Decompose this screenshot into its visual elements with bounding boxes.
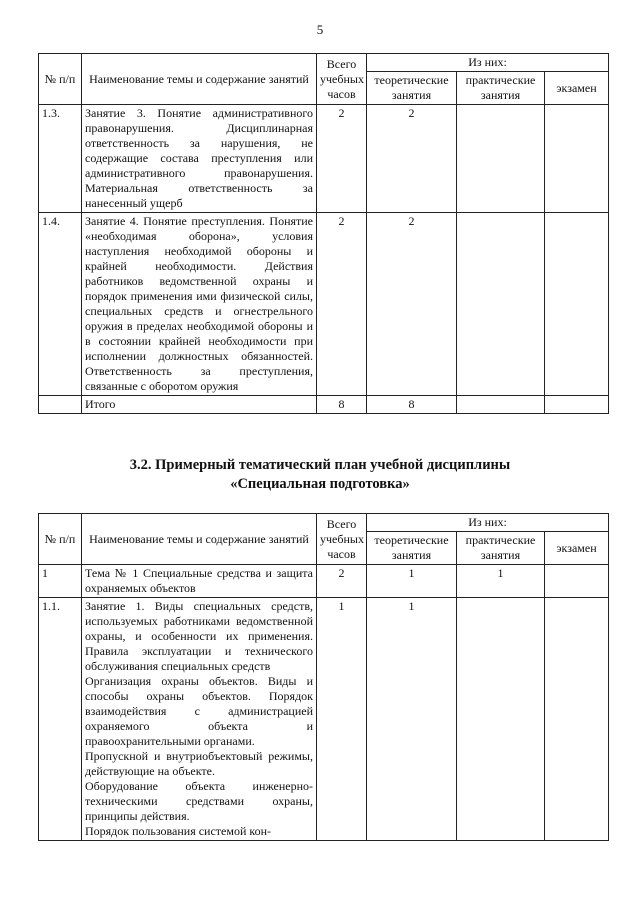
row-practice — [457, 396, 545, 414]
row-practice — [457, 598, 545, 841]
table-row — [39, 105, 609, 213]
row-num: 1.4. — [39, 213, 82, 396]
row-practice — [457, 105, 545, 213]
row-total: 1 — [317, 598, 367, 841]
row-title: Занятие 3. Понятие административного правонарушения. Дисциплинарная ответственность за нарушения, не содержащие состава преступления или административного правонарушения. Материальная ответственность за нанесенный ущерб — [82, 105, 317, 213]
header-of-them: Из них: — [367, 54, 609, 72]
row-title: Тема № 1 Специальные средства и защита охраняемых объектов — [82, 565, 317, 598]
header-num: № п/п — [39, 514, 82, 565]
row-exam — [545, 565, 609, 598]
table-row — [39, 598, 609, 841]
row-paragraph: Пропускной и внутриобъектовый режимы, действующие на объекте. — [85, 749, 313, 778]
row-exam — [545, 213, 609, 396]
row-practice — [457, 213, 545, 396]
thematic-plan-table-2 — [38, 513, 609, 841]
header-practice: практические занятия — [457, 72, 545, 105]
row-exam — [545, 598, 609, 841]
header-total-hours: Всего учебных часов — [317, 54, 367, 105]
section-heading-line2: «Специальная подготовка» — [230, 476, 410, 492]
row-num: 1.3. — [39, 105, 82, 213]
row-paragraph: Оборудование объекта инженерно-техническими средствами охраны, принципы действия. — [85, 779, 313, 823]
row-total: 2 — [317, 565, 367, 598]
row-paragraph: Организация охраны объектов. Виды и способы охраны объектов. Порядок взаимодействия с администрацией охраняемого объекта и правоохранительными органами. — [85, 674, 313, 748]
total-row — [39, 396, 609, 414]
row-theory: 1 — [367, 598, 457, 841]
row-paragraph: Занятие 1. Виды специальных средств, используемых работниками ведомственной охраны, и особенности их применения. Правила эксплуатации и технического обслуживания специальных средств — [85, 599, 313, 673]
row-practice: 1 — [457, 565, 545, 598]
section-heading — [0, 456, 640, 494]
row-title — [82, 598, 317, 841]
header-theory: теоретические занятия — [367, 532, 457, 565]
header-practice: практические занятия — [457, 532, 545, 565]
row-exam — [545, 105, 609, 213]
row-title: Занятие 4. Понятие преступления. Понятие «необходимая оборона», условия наступления необходимой обороны и крайней необходимости. Действия работников ведомственной охраны и порядок применения ими физической силы, специальных средств и огнестрельного оружия в пределах необходимой обороны и в состоянии крайней необходимости при исполнении должностных обязанностей. Ответственность за преступления, связанные с оборотом оружия — [82, 213, 317, 396]
thematic-plan-table-1 — [38, 53, 609, 414]
row-theory: 2 — [367, 105, 457, 213]
row-total: 2 — [317, 105, 367, 213]
row-theory: 8 — [367, 396, 457, 414]
header-exam: экзамен — [545, 72, 609, 105]
table-row — [39, 213, 609, 396]
header-of-them: Из них: — [367, 514, 609, 532]
row-theory: 1 — [367, 565, 457, 598]
row-paragraph: Порядок пользования системой кон- — [85, 824, 272, 838]
header-total-hours: Всего учебных часов — [317, 514, 367, 565]
section-heading-line1: 3.2. Примерный тематический план учебной дисциплины — [129, 457, 511, 473]
header-theory: теоретические занятия — [367, 72, 457, 105]
row-theory: 2 — [367, 213, 457, 396]
header-title: Наименование темы и содержание занятий — [82, 54, 317, 105]
page-number: 5 — [316, 22, 324, 37]
row-num: 1.1. — [39, 598, 82, 841]
row-num — [39, 396, 82, 414]
header-title: Наименование темы и содержание занятий — [82, 514, 317, 565]
row-total: 2 — [317, 213, 367, 396]
row-total: 8 — [317, 396, 367, 414]
header-num: № п/п — [39, 54, 82, 105]
row-title: Итого — [82, 396, 317, 414]
table-row — [39, 565, 609, 598]
row-exam — [545, 396, 609, 414]
row-num: 1 — [39, 565, 82, 598]
header-exam: экзамен — [545, 532, 609, 565]
